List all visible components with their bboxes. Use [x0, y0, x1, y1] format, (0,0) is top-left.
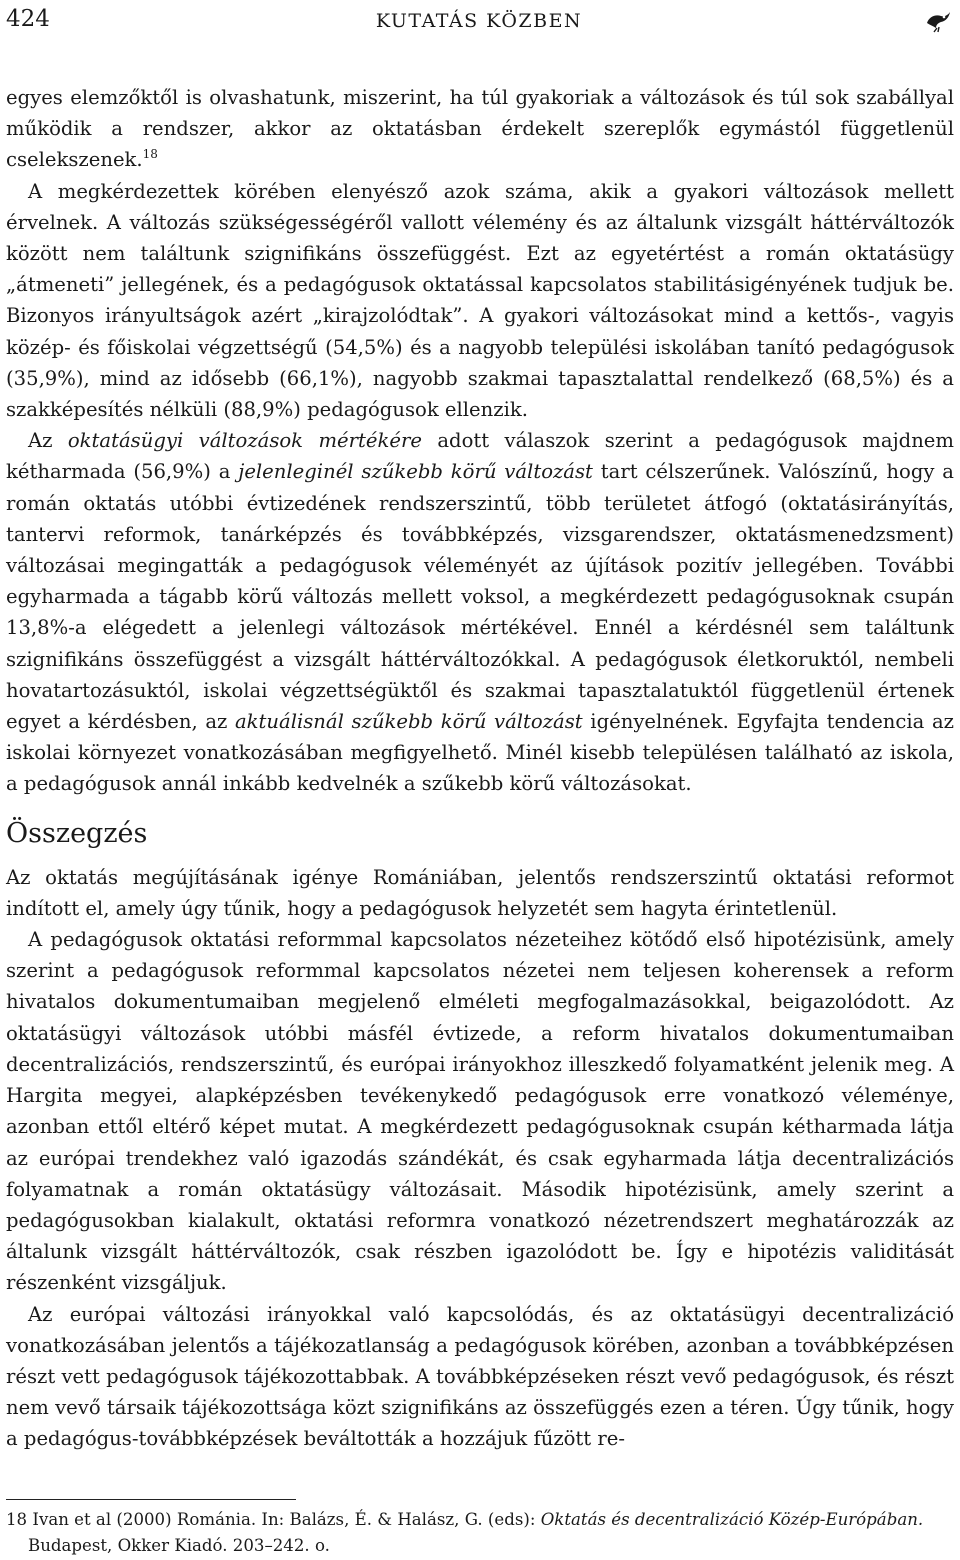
footnote-reference: 18	[142, 147, 158, 162]
summary-paragraph-1: Az oktatás megújításának igénye Romániában, jelentős rendszerszintű oktatási reformot indított el, amely úgy tűnik, hogy a pedagógusok helyzetét sem hagyta érintetlenül.	[6, 865, 954, 920]
paragraph-2: A megkérdezettek körében elenyésző azok száma, akik a gyakori változások mellett érvelnek. A változás szükségességéről vallott vélemény és az általunk vizsgált háttérváltozók között nem találtunk szignifikáns összefüggést. Ezt az egyetértést a román oktatásügy „átmeneti” jellegének, és a pedagógusok oktatással kapcsolatos stabilitásigényének tudjuk be. Bizonyos irányultságok azért „kirajzolódtak”. A gyakori változásokat mind a kettős-, vagyis közép- és főiskolai végzettségű (54,5%) és a nagyobb települési iskolában tanító pedagógusok (35,9%), mind az idősebb (66,1%), nagyobb szakmai tapasztalattal rendelkező (68,5%) és a szakképesítés nélküli (88,9%) pedagógusok ellenzik.	[6, 179, 954, 422]
paragraph-1: egyes elemzőktől is olvashatunk, miszerint, ha túl gyakoriak a változások és túl sok szabállyal működik a rendszer, akkor az oktatásban érdekelt szereplők egymástól függetlenül cselekszenek.$^{18}$	[6, 86, 954, 172]
footnote: 18 Ivan et al (2000) Románia. In: Balázs, É. & Halász, G. (eds): Oktatás és decentralizáció Közép-Európában. Budapest, Okker Kiadó. 203–242. o.	[6, 1510, 924, 1555]
summary-paragraph-3: Az európai változási irányokkal való kapcsolódás, és az oktatásügyi decentralizáció vonatkozásában jelentős a tájékozatlanság a pedagógusok körében, azonban a továbbképzésen részt vett pedagógusok tájékozottabbak. A továbbképzéseken részt vevő pedagógusok, és részt nem vevő társaik tájékozottsága közt szignifikáns az összefüggés ezen a téren. Úgy tűnik, hogy a pedagógus-továbbképzések beváltották a hozzájuk fűzött re-	[6, 1302, 954, 1451]
summary-paragraph-2: A pedagógusok oktatási reformmal kapcsolatos nézeteihez kötődő első hipotézisünk, amely szerint a pedagógusok reformmal kapcsolatos nézetei nem teljesen koherensek a reform hivatalos dokumentumaiban megjelenő elméleti megfogalmazásokkal, beigazolódott. Az oktatásügyi változások utóbbi másfél évtizede, a reform hivatalos dokumentumaiban decentralizációs, rendszerszintű, és európai irányokhoz illeszkedő folyamatként jelenik meg. A Hargita megyei, alapképzésben tevékenykedő pedagógusok erre vonatkozó véleménye, azonban ettől eltérő képet mutat. A megkérdezett pedagógusoknak csupán kétharmada látja az európai trendekhez való igazodás szándékát, és csak egyharmada látja decentralizációs folyamatnak a román oktatásügy változásait. Második hipotézisünk, amely szerint a pedagógusokban kialakult, oktatási reformra vonatkozó nézetrendszert meghatározzák az általunk vizsgált háttérváltozók, csak részben igazolódott be. Így e hipotézis validitását részenként vizsgáljuk.	[6, 928, 954, 1295]
page-header	[6, 6, 952, 36]
quill-bird-ornament-icon	[924, 6, 952, 34]
section-heading: Összegzés	[6, 817, 148, 849]
page-number: 424	[6, 6, 50, 32]
body-text	[6, 82, 954, 1455]
paragraph-3: Az oktatásügyi változások mértékére adott válaszok szerint a pedagógusok majdnem kétharmada (56,9%) a jelenleginél szűkebb körű változást tart célszerűnek. Valószínű, hogy a román oktatás utóbbi évtizedének rendszerszintű, több területet átfogó (oktatásirányítás, tantervi reformok, tanárképzés és továbbképzés, vizsgarendszer, oktatásmenedzsment) változásai megingatták a pedagógusok véleményét az újítások pozitív jellegében. További egyharmada a tágabb körű változás mellett voksol, a megkérdezett pedagógusoknak csupán 13,8%-a elégedett a jelenlegi változások mértékével. Ennél a kérdésnél sem találtunk szignifikáns összefüggést a vizsgált háttérváltozókkal. A pedagógusok életkoruktól, nembeli hovatartozásuktól, iskolai végzettségüktől és szakmai tapasztalatuktól függetlenül értenek egyet a kérdésben, az aktuálisnál szűkebb körű változást igényelnének. Egyfajta tendencia az iskolai környezet vonatkozásában megfigyelhető. Minél kisebb településen található az iskola, a pedagógusok annál inkább kedvelnék a szűkebb körű változásokat.	[6, 429, 954, 796]
running-title: KUTATÁS KÖZBEN	[375, 10, 583, 32]
footnote-divider	[6, 1499, 296, 1500]
